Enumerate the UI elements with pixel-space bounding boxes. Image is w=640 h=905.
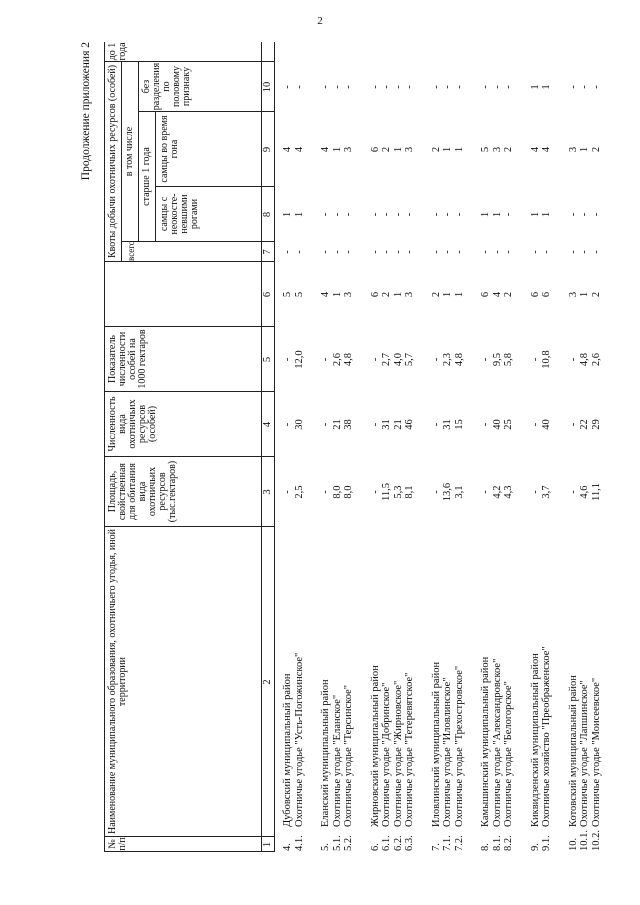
- appendix-caption: Продолжение приложения 2: [80, 42, 92, 181]
- row-value: -: [430, 422, 442, 427]
- row-value: 1: [331, 146, 343, 153]
- row-value: -: [293, 250, 305, 254]
- row-value: -: [567, 85, 579, 89]
- column-number: 9: [262, 146, 273, 153]
- row-value: -: [480, 357, 491, 362]
- row-value: -: [567, 422, 579, 427]
- row-value: 2: [590, 146, 602, 153]
- row-number: 6.3.: [404, 835, 415, 851]
- row-number: 9.1.: [541, 835, 552, 851]
- row-value: 4: [529, 146, 541, 153]
- row-number: 7.1.: [442, 835, 453, 851]
- row-value: 2: [430, 291, 442, 298]
- row-value: 1: [331, 291, 343, 298]
- row-value: 15: [453, 419, 465, 430]
- row-value: 3: [404, 291, 415, 298]
- row-value: 3: [491, 146, 503, 153]
- row-value: 6: [541, 291, 552, 298]
- row-name: Охотничье угодье "Белогорское": [503, 681, 514, 827]
- row-name: Охотничье хозяйство "Преображенское": [541, 646, 552, 827]
- row-value: 4: [491, 291, 503, 298]
- row-value: 21: [392, 419, 404, 430]
- row-value: 5,8: [503, 352, 514, 367]
- row-value: -: [369, 422, 381, 427]
- row-value: -: [404, 85, 415, 89]
- row-number: 7.: [430, 843, 442, 851]
- row-number: 10.2.: [590, 830, 602, 851]
- row-value: -: [369, 212, 381, 217]
- row-value: 2: [503, 146, 514, 153]
- row-value: -: [442, 85, 453, 89]
- row-value: 4,2: [491, 485, 503, 499]
- row-value: 4,8: [343, 352, 354, 367]
- row-value: 1: [541, 211, 552, 218]
- row-value: 1: [453, 291, 465, 298]
- column-number: 8: [262, 211, 273, 218]
- row-name: Охотничье угодье "Иловлинское": [442, 677, 453, 827]
- row-value: -: [404, 212, 415, 217]
- row-value: 31: [381, 419, 392, 430]
- row-value: -: [453, 85, 465, 89]
- row-value: 21: [331, 419, 343, 430]
- header-area: Площадь, свойственная для обитания вида охотничьих ресурсов (тыс.гектаров): [107, 460, 178, 523]
- row-value: -: [331, 85, 343, 89]
- row-value: -: [343, 212, 354, 217]
- row-value: 1: [491, 211, 503, 218]
- row-name: Охотничье угодье "Еланское": [331, 694, 343, 827]
- row-name: Котовский муниципальный район: [567, 675, 579, 827]
- row-value: -: [529, 490, 541, 494]
- row-value: -: [320, 422, 331, 427]
- row-value: 2: [590, 291, 602, 298]
- row-name: Охотничье угодье "Моисеевское": [590, 677, 602, 827]
- row-value: 8,1: [404, 485, 415, 499]
- column-number: 6: [262, 291, 273, 298]
- row-number: 9.: [529, 843, 541, 851]
- row-value: -: [529, 250, 541, 254]
- row-value: -: [590, 85, 602, 89]
- row-value: 1: [442, 291, 453, 298]
- row-value: 1: [480, 211, 491, 218]
- row-value: -: [579, 85, 590, 89]
- row-number: 8.2.: [503, 835, 514, 851]
- row-value: 3: [567, 291, 579, 298]
- row-value: -: [369, 250, 381, 254]
- row-value: 5: [480, 146, 491, 153]
- row-value: -: [442, 250, 453, 254]
- header-population: Численность вида охотничьих ресурсов (особей): [107, 396, 158, 452]
- row-value: -: [503, 85, 514, 89]
- row-value: 4: [282, 146, 293, 153]
- row-value: 3: [567, 146, 579, 153]
- header-density: Показатель численности особей на 1000 гектаров: [107, 329, 148, 389]
- row-value: 5: [282, 291, 293, 298]
- row-value: -: [442, 212, 453, 217]
- row-value: 25: [503, 419, 514, 430]
- row-value: 13,6: [442, 482, 453, 502]
- column-number: 3: [262, 489, 273, 495]
- row-value: 3,1: [453, 485, 465, 499]
- row-value: -: [282, 357, 293, 362]
- row-value: 1: [579, 291, 590, 298]
- row-value: -: [541, 250, 552, 254]
- row-value: -: [282, 250, 293, 254]
- row-value: -: [453, 250, 465, 254]
- row-value: -: [369, 357, 381, 362]
- column-number: 4: [262, 421, 273, 428]
- row-name: Иловлинский муниципальный район: [430, 661, 442, 827]
- row-value: 40: [541, 419, 552, 430]
- column-number: 2: [262, 679, 273, 685]
- row-value: -: [404, 250, 415, 254]
- row-value: -: [430, 490, 442, 494]
- row-value: 4,6: [579, 485, 590, 499]
- row-value: -: [567, 212, 579, 217]
- col-divider: [104, 526, 274, 527]
- incl-subheader-line: [138, 62, 139, 242]
- row-number: 4.: [282, 843, 293, 851]
- row-value: 10,8: [541, 350, 552, 369]
- row-value: 11,1: [590, 483, 602, 501]
- row-number: 7.2.: [453, 835, 465, 851]
- row-value: 40: [491, 419, 503, 430]
- row-value: 1: [392, 291, 404, 298]
- row-value: -: [331, 250, 343, 254]
- page-number: 2: [317, 15, 323, 27]
- row-name: Камышинский муниципальный район: [480, 656, 491, 827]
- quota-subheader-line: [121, 62, 122, 262]
- row-value: 5,3: [392, 485, 404, 499]
- row-value: -: [529, 422, 541, 427]
- row-value: 3: [404, 146, 415, 153]
- quota-table: [104, 42, 602, 852]
- row-value: -: [282, 490, 293, 494]
- column-number: 10: [262, 81, 273, 93]
- row-number: 5.2.: [343, 835, 354, 851]
- row-value: -: [491, 250, 503, 254]
- row-value: 6: [369, 146, 381, 153]
- row-value: 30: [293, 419, 305, 430]
- header-number: № п/п: [107, 837, 128, 851]
- row-value: 11,5: [381, 483, 392, 501]
- row-value: -: [590, 212, 602, 217]
- row-value: -: [430, 212, 442, 217]
- row-value: -: [381, 85, 392, 89]
- row-value: 38: [343, 419, 354, 430]
- row-value: 22: [579, 419, 590, 430]
- row-value: 1: [392, 146, 404, 153]
- row-number: 6.: [369, 843, 381, 851]
- row-name: Киквидзенский муниципальный район: [529, 653, 541, 827]
- row-value: -: [320, 490, 331, 494]
- row-number: 8.1.: [491, 835, 503, 851]
- row-value: -: [567, 490, 579, 494]
- row-value: 31: [442, 419, 453, 430]
- row-number: 5.1.: [331, 835, 343, 851]
- row-value: 8,0: [343, 485, 354, 499]
- row-name: Охотничье угодье "Александровское": [491, 658, 503, 827]
- row-value: -: [430, 250, 442, 254]
- row-value: 4: [541, 146, 552, 153]
- row-value: 3: [343, 146, 354, 153]
- header-quota: Квоты добычи охотничьих ресурсов (особей): [107, 64, 118, 259]
- row-value: -: [480, 85, 491, 89]
- row-value: -: [320, 357, 331, 362]
- row-value: 1: [541, 84, 552, 90]
- row-value: -: [529, 357, 541, 362]
- row-value: -: [320, 250, 331, 254]
- row-value: -: [590, 250, 602, 254]
- row-value: -: [579, 212, 590, 217]
- row-value: 46: [404, 419, 415, 430]
- row-value: 1: [579, 146, 590, 153]
- row-name: Охотничье угодье "Трехостровское": [453, 665, 465, 827]
- row-value: -: [369, 85, 381, 89]
- row-value: 4: [320, 146, 331, 153]
- table-top-border: [104, 42, 105, 852]
- col-divider: [138, 111, 274, 112]
- row-number: 10.1.: [579, 830, 590, 851]
- row-value: -: [453, 212, 465, 217]
- row-value: -: [381, 212, 392, 217]
- older-subheader-line: [155, 112, 156, 242]
- row-value: 1: [282, 211, 293, 218]
- row-value: -: [343, 85, 354, 89]
- row-value: -: [567, 250, 579, 254]
- row-value: 6: [369, 291, 381, 298]
- row-name: Еланский муниципальный район: [320, 679, 331, 827]
- row-value: 2,6: [331, 352, 343, 367]
- header-total: всего: [126, 240, 136, 261]
- row-value: -: [430, 85, 442, 89]
- row-value: 3: [343, 291, 354, 298]
- row-value: 1: [442, 146, 453, 153]
- row-value: -: [392, 85, 404, 89]
- row-value: 4,8: [453, 352, 465, 367]
- header-males-rut: самцы во время гона: [159, 115, 180, 183]
- row-number: 6.2.: [392, 835, 404, 851]
- header-older: старше 1 года: [141, 147, 152, 206]
- row-value: -: [293, 85, 305, 89]
- row-value: 4,8: [579, 352, 590, 367]
- row-value: -: [320, 85, 331, 89]
- row-name: Охотничье угодье "Терсинское": [343, 684, 354, 827]
- col-divider: [104, 836, 274, 837]
- row-value: 2: [381, 146, 392, 153]
- row-value: -: [282, 422, 293, 427]
- row-name: Охотничье угодье "Лапшинское": [579, 680, 590, 827]
- row-value: -: [503, 250, 514, 254]
- row-value: -: [392, 250, 404, 254]
- row-number: 5.: [320, 843, 331, 851]
- row-value: -: [480, 422, 491, 427]
- row-value: 2: [381, 291, 392, 298]
- row-value: -: [480, 490, 491, 494]
- row-value: 29: [590, 419, 602, 430]
- row-name: Дубовский муниципальный район: [282, 673, 293, 827]
- row-value: -: [503, 212, 514, 217]
- col-divider: [121, 241, 274, 242]
- row-value: 6: [529, 291, 541, 298]
- row-value: 1: [293, 211, 305, 218]
- row-value: -: [430, 357, 442, 362]
- row-value: 2,7: [381, 352, 392, 367]
- row-name: Охотничье угодье "Жирновское": [392, 680, 404, 827]
- row-value: -: [282, 85, 293, 89]
- row-number: 10.: [567, 837, 579, 851]
- row-value: 5,7: [404, 352, 415, 367]
- header-name: Наименование муниципального образования, охотничьего угодья, иной территории: [107, 529, 128, 834]
- rotated-document: [80, 42, 602, 852]
- row-value: 2,3: [442, 352, 453, 367]
- row-name: Охотничье угодье "Добринское": [381, 682, 392, 827]
- row-value: 1: [529, 84, 541, 90]
- row-value: -: [392, 212, 404, 217]
- column-number-border: [274, 42, 275, 852]
- row-value: 4,0: [392, 352, 404, 367]
- row-value: -: [567, 357, 579, 362]
- row-value: -: [369, 490, 381, 494]
- row-value: 1: [529, 211, 541, 218]
- row-value: -: [381, 250, 392, 254]
- row-value: 4: [320, 291, 331, 298]
- row-value: 2,5: [293, 485, 305, 499]
- header-under-year: до 1 года: [107, 42, 128, 61]
- header-incl: в том числе: [124, 126, 135, 177]
- row-value: 4: [293, 146, 305, 153]
- column-number: 1: [262, 841, 273, 848]
- row-value: 5: [293, 291, 305, 298]
- col-divider: [104, 261, 274, 262]
- row-value: 3,7: [541, 485, 552, 499]
- row-value: -: [480, 250, 491, 254]
- row-value: -: [579, 250, 590, 254]
- row-value: 9,5: [491, 352, 503, 367]
- row-value: 6: [480, 291, 491, 298]
- row-name: Охотничье угодье "Усть-Погожинское": [293, 652, 305, 827]
- row-value: -: [491, 85, 503, 89]
- row-name: Жирновский муниципальный район: [369, 665, 381, 827]
- row-number: 8.: [480, 843, 491, 851]
- row-number: 6.1.: [381, 835, 392, 851]
- row-value: 2: [430, 146, 442, 153]
- row-value: 1: [453, 146, 465, 153]
- column-number: 5: [262, 356, 273, 363]
- row-value: 2,6: [590, 352, 602, 367]
- row-value: 2: [503, 291, 514, 298]
- col-divider: [104, 851, 274, 852]
- header-no-sex: без разделения по половому признаку: [141, 62, 192, 111]
- row-value: -: [320, 212, 331, 217]
- row-value: 12,0: [293, 350, 305, 369]
- row-value: 8,0: [331, 485, 343, 499]
- row-name: Охотничье угодье "Тетеревятское": [404, 672, 415, 827]
- row-value: -: [331, 212, 343, 217]
- column-number: 7: [262, 249, 273, 255]
- header-males-antlers: самцы с неокосте-невшими рогами: [159, 193, 200, 235]
- row-number: 4.1.: [293, 835, 305, 851]
- row-value: 4,3: [503, 485, 514, 499]
- row-value: -: [343, 250, 354, 254]
